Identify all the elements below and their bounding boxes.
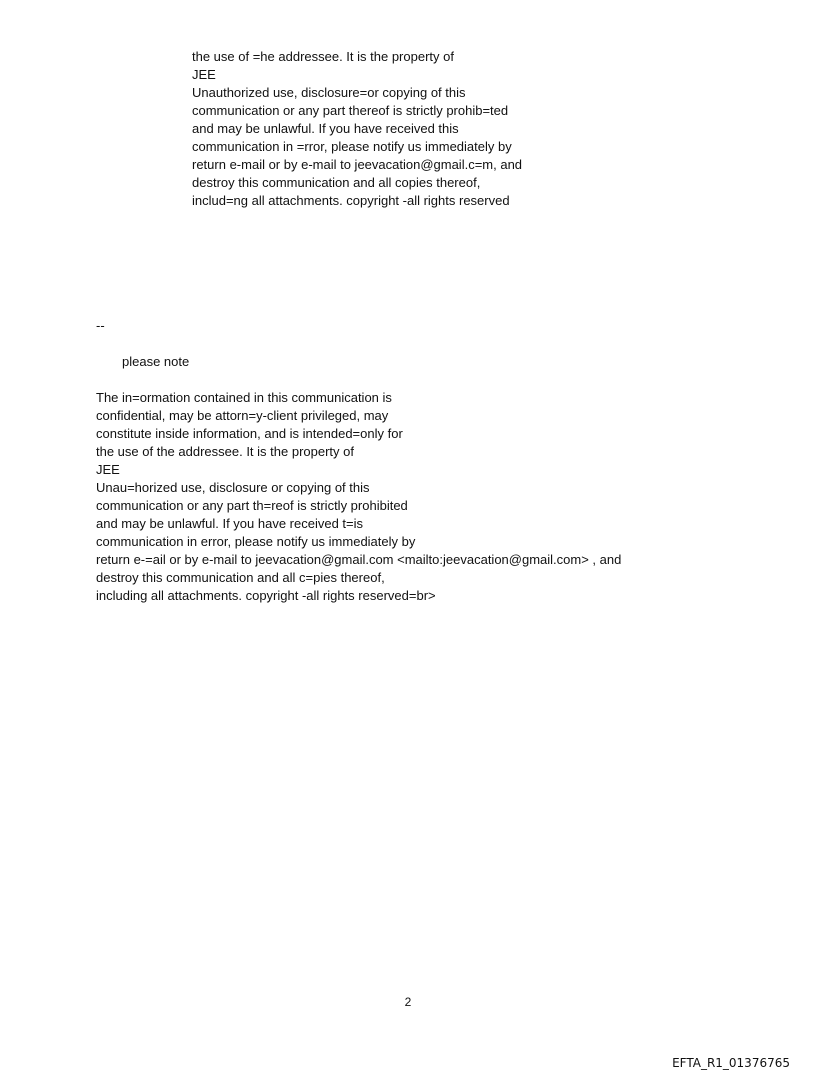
text-line: communication or any part thereof is strictly prohib=ted: [192, 103, 509, 118]
separator-text: --: [96, 318, 105, 333]
text-line: Unauthorized use, disclosure=or copying of this: [192, 85, 466, 100]
please-note-text: please note: [122, 354, 190, 369]
text-line: the use of the addressee. It is the property of: [96, 444, 354, 459]
text-line: includ=ng all attachments. copyright -all rights reserved: [192, 193, 510, 208]
text-line: constitute inside information, and is intended=only for: [96, 426, 403, 441]
text-line: including all attachments. copyright -all rights reserved=br>: [96, 588, 436, 603]
document-id: EFTA_R1_01376765: [672, 1056, 790, 1070]
text-line: and may be unlawful. If you have received this: [192, 121, 459, 136]
text-line: JEE: [192, 67, 216, 82]
text-line: return e-mail or by e-mail to jeevacation@gmail.c=m, and: [192, 157, 523, 172]
text-line: return e-=ail or by e-mail to jeevacation@gmail.com <mailto:jeevacation@gmail.com> , and: [96, 552, 622, 567]
page-number: 2: [404, 995, 412, 1009]
text-line: destroy this communication and all c=pies thereof,: [96, 570, 385, 585]
text-line: The in=ormation contained in this communication is: [96, 390, 392, 405]
text-line: communication in error, please notify us immediately by: [96, 534, 416, 549]
text-line: destroy this communication and all copies thereof,: [192, 175, 481, 190]
text-line: confidential, may be attorn=y-client privileged, may: [96, 408, 389, 423]
text-line: communication in =rror, please notify us immediately by: [192, 139, 512, 154]
quoted-disclaimer-block: [192, 48, 522, 210]
please-note-heading: [122, 353, 189, 371]
text-line: and may be unlawful. If you have received t=is: [96, 516, 364, 531]
text-line: the use of =he addressee. It is the property of: [192, 49, 454, 64]
signature-separator: [96, 317, 105, 335]
disclaimer-block: [96, 389, 621, 605]
text-line: Unau=horized use, disclosure or copying of this: [96, 480, 370, 495]
text-line: JEE: [96, 462, 120, 477]
text-line: communication or any part th=reof is strictly prohibited: [96, 498, 408, 513]
